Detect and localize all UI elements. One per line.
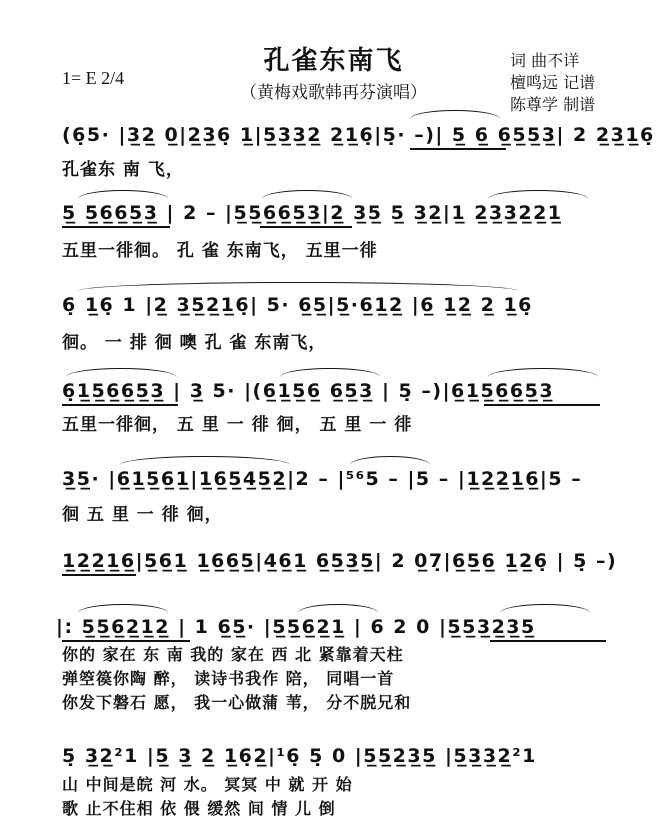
lyric-line: 五里一徘徊， 五 里 一 徘 徊， 五 里 一 徘 [62, 415, 413, 435]
beam-line [62, 640, 190, 642]
lyric-verse-3: 你发下磐石 愿， 我一心做蒲 苇， 分不脱兄和 [62, 693, 412, 712]
slur [488, 368, 598, 377]
beam-line [490, 640, 606, 642]
beam-line [484, 404, 600, 406]
beam-line [62, 404, 178, 406]
key-signature: 1= E 2/4 [62, 68, 125, 88]
score-notes-line: 6̣ 1̲6̣ 1 |2̲ 3̲5̲2̲1̲6̣| 5· 6̲5̲|5̲·6̲1̲2̲ |6̲ 1̲2̲ 2̲ 1̲6̣ [62, 294, 533, 316]
score-notes-line: 1̲2̲2̲1̲6̲|5̲6̲1̲ 1̲6̲6̲5̲|4̲6̲1̲ 6̲5̲3̲5̲| 2 0̲7̣|6̲5̲6̲ 1̲2̲6̣ | 5̣ –) [62, 550, 618, 572]
slur [78, 604, 168, 613]
cropped-lyric-area [0, 800, 667, 839]
credit-engraver: 陈尊学 制谱 [510, 95, 596, 114]
slur [298, 604, 378, 613]
slur [120, 456, 290, 465]
slur [488, 190, 588, 199]
score-notes-line: (6̣5· |3̲2̲ 0̲|2̲3̲6̣ 1̲|5̲3̲3̲2̲ 2̲1̲6̣|5̣· –)| 5̲ 6̲ 6̲5̲5̲3̲| 2 2̲3̲1̲6̣ [62, 124, 655, 146]
slur [280, 368, 380, 377]
lyric-verse-1: 你的 家在 东 南 我的 家在 西 北 紧靠着天柱 [62, 645, 404, 664]
beam-line [410, 148, 506, 150]
lyric-line: 山 中间是皖 河 水。 冥冥 中 就 开 始 [62, 775, 353, 794]
credit-transcriber: 檀鸣远 记谱 [510, 73, 596, 92]
song-subtitle: （黄梅戏歌韩再芬演唱） [240, 83, 427, 103]
credit-lyrics: 词 曲不详 [510, 51, 580, 70]
score-notes-line: 5̲ 5̲6̲6̲5̲3̲ | 2 – |5̲5̲6̲6̲5̲3̲|2̲ 3̲5̲ 5̲ 3̲2̲|1̲ 2̲3̲3̲2̲2̲1̲ [62, 202, 563, 224]
slur [410, 110, 500, 119]
song-title: 孔雀东南飞 [263, 46, 404, 76]
slur [262, 190, 352, 199]
score-notes-line: 3̲5̲· |6̲1̲5̲6̲1̲|1̲6̲5̲4̲5̲2̲|2 – |⁵⁶5 – |5 – |1̲2̲2̲1̲6̲|5 – [62, 468, 583, 490]
beam-line [62, 574, 136, 576]
slur [350, 456, 430, 465]
slur [66, 368, 176, 377]
lyric-line: 徊 五 里 一 徘 徊， [62, 505, 223, 525]
lyric-line: 五里一徘徊。 孔 雀 东南飞， 五里一徘 [62, 241, 378, 261]
score-notes-line: 5̣ 3̲2̲²1 |5̲ 3̲ 2̲ 1̲6̣2̲|¹6̣ 5̣ 0 |5̲5̲2̲3̲5̲ |5̲3̲3̲2̲²1 [62, 745, 537, 767]
slur [78, 282, 518, 291]
beam-line [260, 226, 352, 228]
beam-line [62, 226, 170, 228]
slur [500, 604, 590, 613]
score-notes-line: 6̣1̲5̲6̲6̲5̲3̲ | 3̲ 5· |(6̲1̲5̲6̲ 6̲5̲3̲ | 5̣ –)|6̲1̲5̲6̲6̲5̲3̲ [62, 380, 555, 402]
lyric-line-cropped: 歌 止不住相 依 偎 缓然 间 情 儿 倒 [62, 800, 336, 818]
slur [78, 190, 168, 199]
score-notes-line: |: 5̲5̲6̲2̲1̲2̲ | 1 6̲5̲· |5̲5̲6̲2̲1̲ | 6 2 0 |5̲5̲3̲2̲3̲5̲ [56, 616, 536, 638]
lyric-verse-2: 弹箜篌你陶 醉， 读诗书我作 陪， 同唱一首 [62, 669, 395, 688]
lyric-line: 徊。 一 排 徊 噢 孔 雀 东南飞， [62, 333, 327, 353]
lyric-line: 孔雀东 南 飞， [62, 160, 184, 180]
